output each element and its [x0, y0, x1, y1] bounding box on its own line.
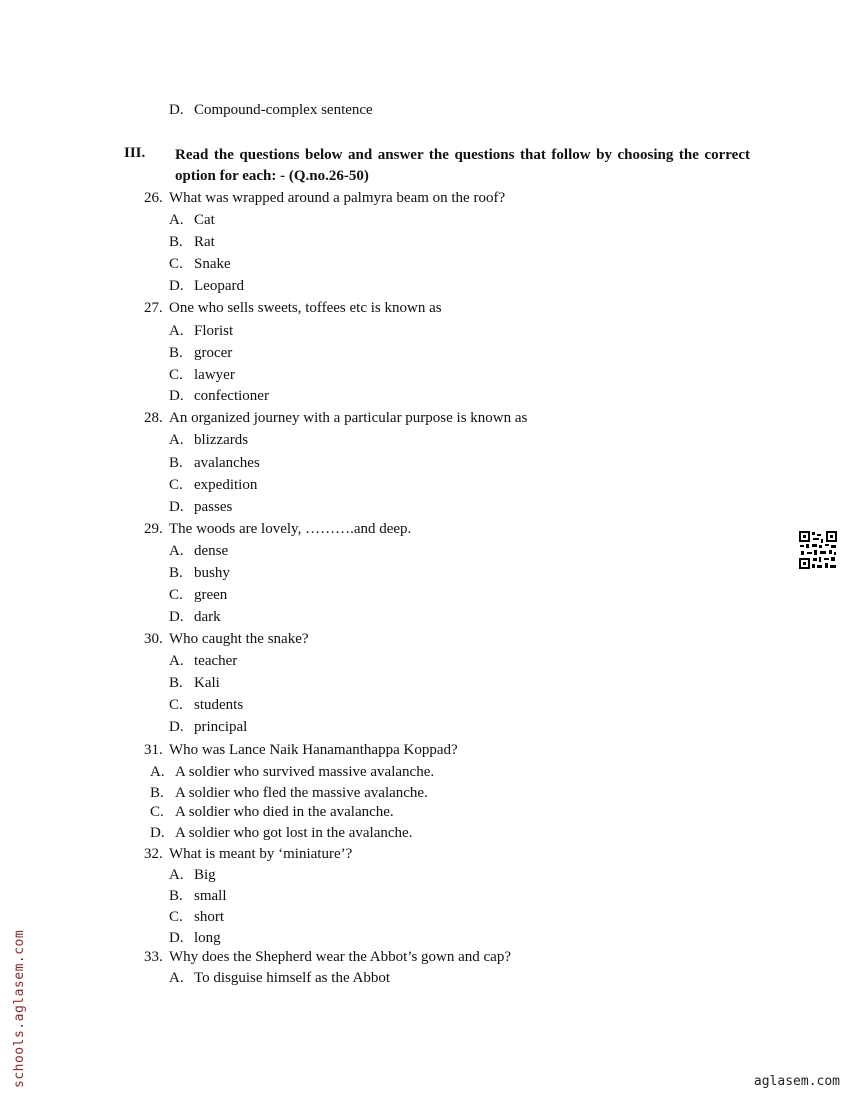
- option-label: B.: [169, 455, 183, 471]
- section-instruction: Read the questions below and answer the questions that follow by choosing the correct option for each: - (Q.no.26-50): [175, 147, 750, 184]
- question-text: What is meant by ‘miniature’?: [169, 846, 353, 862]
- option-label: B.: [169, 888, 183, 904]
- option: [150, 803, 394, 821]
- option: [169, 211, 215, 229]
- option: [169, 322, 233, 340]
- option-label: A.: [169, 970, 184, 986]
- option-label: B.: [150, 785, 164, 801]
- option-text: Cat: [194, 212, 215, 228]
- question-number: 32.: [144, 846, 163, 862]
- option-text: blizzards: [194, 432, 249, 448]
- option-text: confectioner: [194, 388, 269, 404]
- option-label: A.: [150, 764, 165, 780]
- option-text: Snake: [194, 256, 231, 272]
- question-31: [144, 741, 458, 759]
- question-27: [144, 299, 442, 317]
- option-label: A.: [169, 867, 184, 883]
- option-label: A.: [169, 543, 184, 559]
- question-30: [144, 630, 309, 648]
- footer-watermark[interactable]: aglasem.com: [753, 1074, 840, 1089]
- option-text: Florist: [194, 323, 234, 339]
- option-label: A.: [169, 212, 184, 228]
- option: [169, 233, 215, 251]
- option-label: C.: [169, 697, 183, 713]
- option: [169, 344, 232, 362]
- option-text: students: [194, 697, 244, 713]
- option: [169, 454, 260, 472]
- option-text: teacher: [194, 653, 238, 669]
- question-28: [144, 409, 527, 427]
- option-label: B.: [169, 565, 183, 581]
- option-label: A.: [169, 653, 184, 669]
- option: [150, 784, 428, 802]
- option: [169, 608, 221, 626]
- section-number: III.: [124, 145, 146, 161]
- option-text: Leopard: [194, 278, 244, 294]
- option-label: D.: [169, 499, 184, 515]
- question-text: The woods are lovely, ……….and deep.: [169, 521, 412, 537]
- option-text: small: [194, 888, 227, 904]
- option: [169, 564, 230, 582]
- option-text: A soldier who died in the avalanche.: [175, 804, 394, 820]
- option-text: Big: [194, 867, 216, 883]
- option-text: Compound-complex sentence: [194, 102, 373, 118]
- option-text: avalanches: [194, 455, 260, 471]
- option: [169, 277, 244, 295]
- option-label: B.: [169, 234, 183, 250]
- option: [169, 431, 248, 449]
- option: [150, 824, 412, 842]
- option-text: short: [194, 909, 224, 925]
- option-label: B.: [169, 675, 183, 691]
- question-29: [144, 520, 411, 538]
- question-number: 30.: [144, 631, 163, 647]
- question-number: 27.: [144, 300, 163, 316]
- question-number: 26.: [144, 190, 163, 206]
- question-text: What was wrapped around a palmyra beam on the roof?: [169, 190, 506, 206]
- option-label: D.: [169, 719, 184, 735]
- option-label: D.: [169, 278, 184, 294]
- option-label: B.: [169, 345, 183, 361]
- question-32: [144, 845, 352, 863]
- option-label: C.: [169, 909, 183, 925]
- option-text: A soldier who fled the massive avalanche.: [175, 785, 428, 801]
- option: [169, 718, 247, 736]
- option-label: D.: [169, 609, 184, 625]
- qr-code-icon: [798, 530, 838, 570]
- option-text: long: [194, 930, 221, 946]
- option-text: principal: [194, 719, 248, 735]
- option-label: C.: [150, 804, 164, 820]
- question-text: Why does the Shepherd wear the Abbot’s gown and cap?: [169, 949, 511, 965]
- question-number: 31.: [144, 742, 163, 758]
- option-text: grocer: [194, 345, 233, 361]
- option-text: A soldier who got lost in the avalanche.: [175, 825, 413, 841]
- option: [169, 476, 257, 494]
- option: [169, 542, 228, 560]
- question-text: An organized journey with a particular purpose is known as: [169, 410, 528, 426]
- question-number: 33.: [144, 949, 163, 965]
- option: [169, 387, 269, 405]
- option-text: Rat: [194, 234, 215, 250]
- option-label: D.: [169, 930, 184, 946]
- option-label: D.: [169, 102, 184, 118]
- option-text: dark: [194, 609, 221, 625]
- option: [169, 674, 220, 692]
- option-label: C.: [169, 477, 183, 493]
- option-text: lawyer: [194, 367, 235, 383]
- option-label: D.: [150, 825, 165, 841]
- option: [169, 366, 235, 384]
- question-text: Who caught the snake?: [169, 631, 309, 647]
- option: [169, 255, 231, 273]
- option-label: C.: [169, 587, 183, 603]
- option: [169, 498, 232, 516]
- option-text: Kali: [194, 675, 220, 691]
- option-label: D.: [169, 388, 184, 404]
- option-label: C.: [169, 256, 183, 272]
- option-label: A.: [169, 323, 184, 339]
- option-text: To disguise himself as the Abbot: [194, 970, 391, 986]
- question-number: 29.: [144, 521, 163, 537]
- question-text: One who sells sweets, toffees etc is known as: [169, 300, 442, 316]
- option-label: C.: [169, 367, 183, 383]
- option: [169, 908, 224, 926]
- option-text: passes: [194, 499, 233, 515]
- question-number: 28.: [144, 410, 163, 426]
- question-26: [144, 189, 505, 207]
- option-text: bushy: [194, 565, 230, 581]
- question-text: Who was Lance Naik Hanamanthappa Koppad?: [169, 742, 458, 758]
- option: [169, 696, 243, 714]
- option: [169, 887, 227, 905]
- option: [150, 763, 434, 781]
- option: [169, 652, 237, 670]
- question-33: [144, 948, 511, 966]
- option: [169, 969, 390, 987]
- option-text: A soldier who survived massive avalanche.: [175, 764, 435, 780]
- side-watermark: schools.aglasem.com: [12, 929, 27, 1088]
- option: [169, 586, 227, 604]
- option-text: dense: [194, 543, 229, 559]
- option: [169, 866, 216, 884]
- option-text: green: [194, 587, 228, 603]
- option-text: expedition: [194, 477, 258, 493]
- prev-option-d: [169, 101, 373, 119]
- option-label: A.: [169, 432, 184, 448]
- option: [169, 929, 221, 947]
